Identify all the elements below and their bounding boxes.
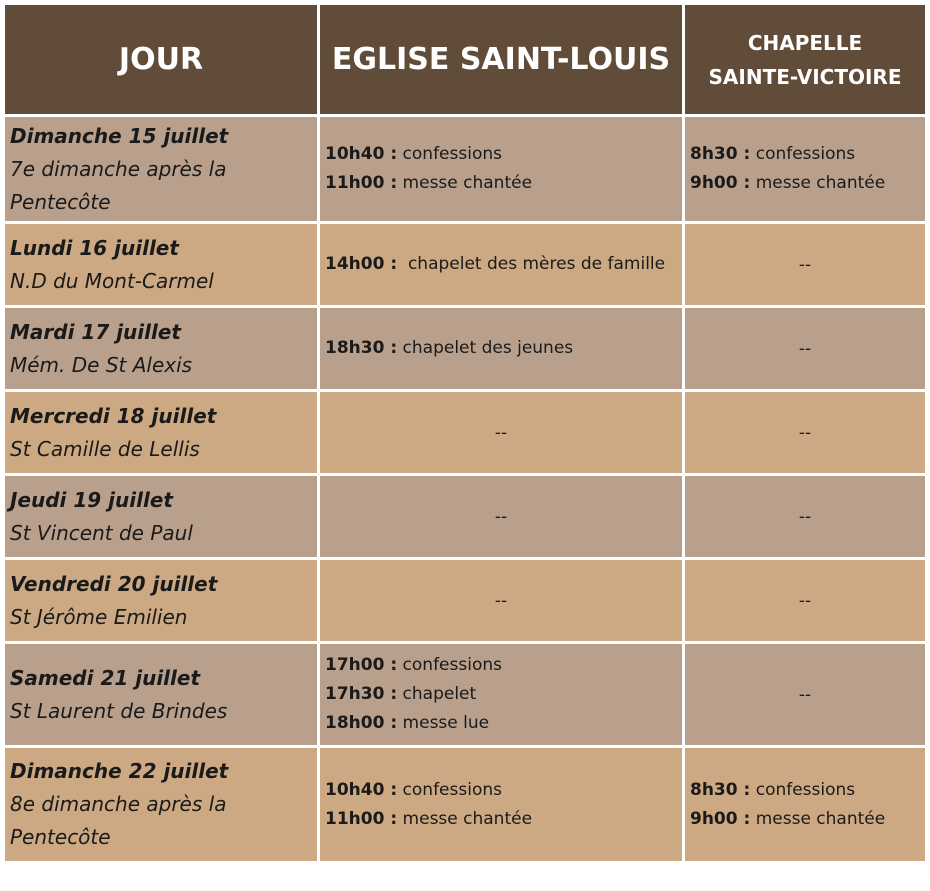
day-name: Dimanche 15 juillet <box>10 123 229 148</box>
day-cell <box>5 560 317 641</box>
feast-name: St Jérôme Emilien <box>10 604 188 629</box>
event-time: 18h00 : <box>325 713 398 733</box>
empty-marker: -- <box>494 590 508 611</box>
header-chapelle-line-2: SAINTE-VICTOIRE <box>708 64 902 89</box>
event-time: 9h00 : <box>690 173 751 193</box>
table-row <box>5 560 925 641</box>
event-label: confessions <box>750 779 856 800</box>
day-cell <box>5 476 317 557</box>
chapelle-cell <box>685 224 925 305</box>
empty-marker: -- <box>798 684 812 705</box>
day-name: Dimanche 22 juillet <box>10 759 229 783</box>
eglise-cell <box>320 392 682 473</box>
header-row <box>5 5 925 114</box>
event-label: messe chantée <box>750 173 886 193</box>
eglise-cell <box>320 644 682 745</box>
event-time: 11h00 : <box>325 808 398 829</box>
event-label: confessions <box>750 144 856 164</box>
day-name: Mercredi 18 juillet <box>10 403 217 428</box>
eglise-cell <box>320 476 682 557</box>
event-label: messe lue <box>397 713 490 733</box>
event-line <box>690 169 920 198</box>
event-label: messe chantée <box>750 808 886 829</box>
event-time: 9h00 : <box>690 808 751 829</box>
empty-marker: -- <box>494 422 508 443</box>
day-name: Samedi 21 juillet <box>10 665 201 690</box>
empty-marker: -- <box>798 338 812 359</box>
eglise-cell <box>320 224 682 305</box>
event-label: messe chantée <box>397 173 533 193</box>
feast-name: N.D du Mont-Carmel <box>10 268 214 293</box>
day-name: Lundi 16 juillet <box>10 235 179 260</box>
event-line <box>325 709 677 738</box>
event-line <box>325 651 677 680</box>
chapelle-cell <box>685 117 925 221</box>
event-line <box>325 680 677 709</box>
eglise-cell <box>320 308 682 389</box>
table-row <box>5 748 925 861</box>
schedule-table <box>2 2 928 864</box>
table-row <box>5 224 925 305</box>
event-label: chapelet des mères de famille <box>397 254 666 274</box>
empty-marker: -- <box>798 506 812 527</box>
chapelle-cell <box>685 392 925 473</box>
event-time: 10h40 : <box>325 144 398 164</box>
event-label: messe chantée <box>397 808 533 829</box>
feast-name: St Vincent de Paul <box>10 520 193 545</box>
event-label: confessions <box>397 779 502 800</box>
chapelle-cell <box>685 308 925 389</box>
event-line <box>325 169 677 198</box>
day-cell <box>5 644 317 745</box>
empty-marker: -- <box>798 254 812 275</box>
header-chapelle-sainte-victoire <box>685 5 925 114</box>
chapelle-cell <box>685 644 925 745</box>
day-cell <box>5 117 317 221</box>
table-row <box>5 308 925 389</box>
event-line <box>325 805 677 834</box>
chapelle-cell <box>685 748 925 861</box>
event-label: chapelet <box>397 684 477 704</box>
eglise-cell <box>320 117 682 221</box>
feast-name: St Camille de Lellis <box>10 436 200 461</box>
table-row <box>5 117 925 221</box>
eglise-cell <box>320 748 682 861</box>
event-line <box>690 140 920 169</box>
day-name: Jeudi 19 juillet <box>10 487 173 512</box>
event-time: 10h40 : <box>325 779 398 800</box>
day-cell <box>5 748 317 861</box>
eglise-cell <box>320 560 682 641</box>
header-chapelle-line-1: CHAPELLE <box>747 30 863 55</box>
day-cell <box>5 224 317 305</box>
event-time: 11h00 : <box>325 173 398 193</box>
event-line <box>325 140 677 169</box>
chapelle-cell <box>685 560 925 641</box>
event-label: confessions <box>397 655 502 675</box>
event-label: confessions <box>397 144 502 164</box>
event-time: 17h00 : <box>325 655 398 675</box>
event-line <box>325 776 677 805</box>
chapelle-cell <box>685 476 925 557</box>
empty-marker: -- <box>798 590 812 611</box>
table-row <box>5 476 925 557</box>
event-label: chapelet des jeunes <box>397 338 574 358</box>
day-cell <box>5 392 317 473</box>
feast-name: 8e dimanche après la Pentecôte <box>10 792 227 849</box>
day-name: Mardi 17 juillet <box>10 319 181 344</box>
empty-marker: -- <box>494 506 508 527</box>
table-row <box>5 392 925 473</box>
feast-name: St Laurent de Brindes <box>10 698 228 723</box>
day-cell <box>5 308 317 389</box>
event-line <box>325 334 677 363</box>
feast-name: Mém. De St Alexis <box>10 352 193 377</box>
event-time: 18h30 : <box>325 338 398 358</box>
empty-marker: -- <box>798 422 812 443</box>
event-time: 8h30 : <box>690 779 751 800</box>
day-name: Vendredi 20 juillet <box>10 571 218 596</box>
header-eglise-saint-louis: EGLISE SAINT-LOUIS <box>320 5 682 114</box>
event-line <box>690 805 920 834</box>
event-time: 17h30 : <box>325 684 398 704</box>
event-time: 8h30 : <box>690 144 751 164</box>
feast-name: 7e dimanche après la Pentecôte <box>10 156 227 214</box>
header-jour: JOUR <box>5 5 317 114</box>
event-line <box>325 250 677 279</box>
event-line <box>690 776 920 805</box>
table-row <box>5 644 925 745</box>
event-time: 14h00 : <box>325 254 398 274</box>
